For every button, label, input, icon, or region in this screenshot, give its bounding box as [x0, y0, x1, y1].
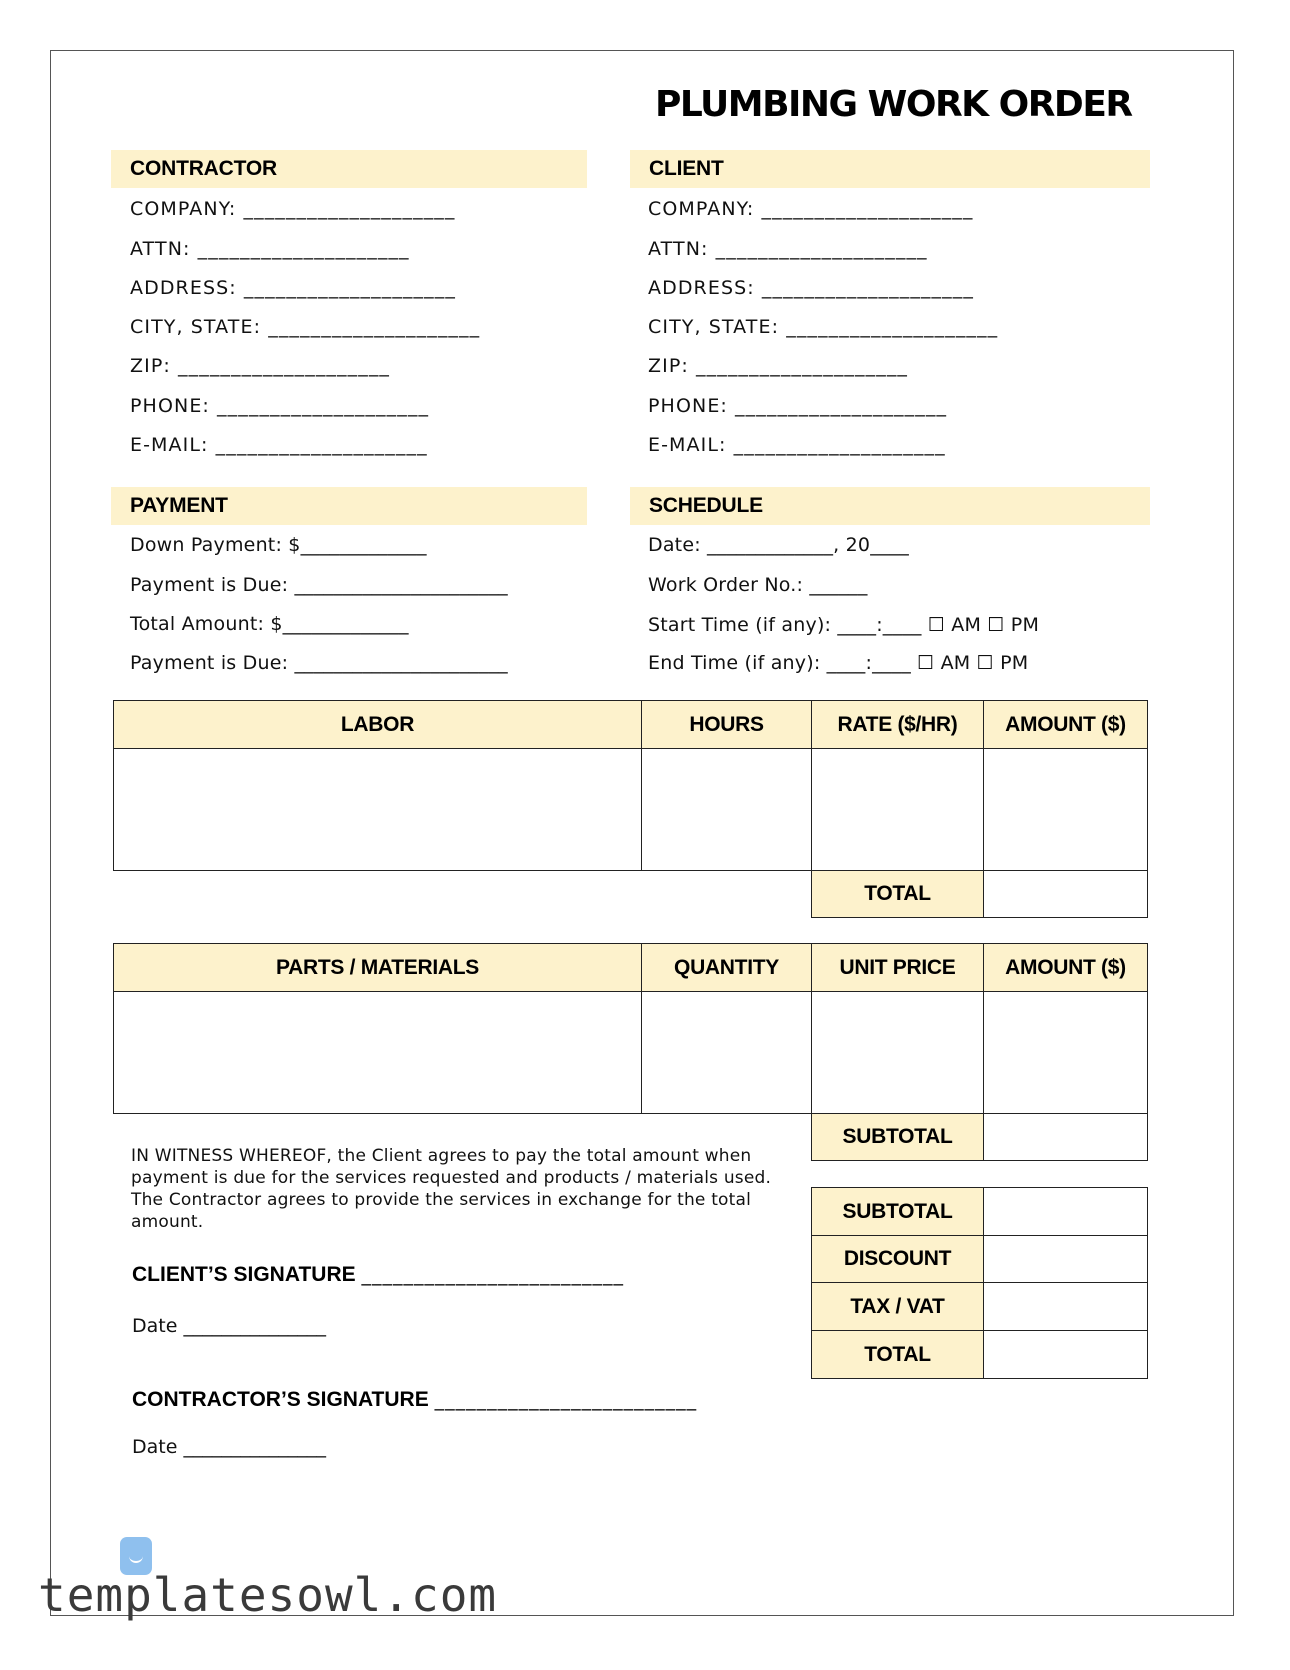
labor-hours-cell[interactable]	[642, 749, 812, 871]
client-email-field[interactable]: E-MAIL: ____________________	[648, 434, 946, 456]
summary-tax-cell[interactable]	[984, 1283, 1148, 1331]
parts-header: PARTS / MATERIALS	[114, 944, 642, 992]
client-company-field[interactable]: COMPANY: ____________________	[648, 198, 974, 220]
summary-total-cell[interactable]	[984, 1331, 1148, 1379]
contractor-company-field[interactable]: COMPANY: ____________________	[130, 198, 456, 220]
parts-table	[113, 943, 1148, 1161]
watermark-text: templatesowl.com	[38, 1568, 498, 1622]
rate-header: RATE ($/HR)	[812, 701, 984, 749]
labor-table	[113, 700, 1148, 918]
contractor-phone-field[interactable]: PHONE: ____________________	[130, 395, 430, 417]
client-signature-label: CLIENT’S SIGNATURE	[132, 1263, 356, 1286]
end-time-field[interactable]: End Time (if any): ____:____ ☐ AM ☐ PM	[648, 652, 1029, 674]
contractor-date-field[interactable]: Date _______________	[132, 1436, 326, 1458]
client-date-field[interactable]: Date _______________	[132, 1315, 326, 1337]
summary-total-label: TOTAL	[812, 1331, 984, 1379]
contractor-attn-field[interactable]: ATTN: ____________________	[130, 238, 410, 260]
summary-discount-label: DISCOUNT	[812, 1236, 984, 1283]
parts-amount-header: AMOUNT ($)	[984, 944, 1148, 992]
labor-amount-header: AMOUNT ($)	[984, 701, 1148, 749]
labor-spacer	[114, 871, 642, 918]
parts-subtotal-label: SUBTOTAL	[812, 1114, 984, 1161]
down-payment-field[interactable]: Down Payment: $_____________	[130, 534, 427, 556]
hours-header: HOURS	[642, 701, 812, 749]
contractor-heading: CONTRACTOR	[111, 150, 587, 188]
client-zip-field[interactable]: ZIP: ____________________	[648, 355, 909, 377]
client-attn-field[interactable]: ATTN: ____________________	[648, 238, 928, 260]
labor-header: LABOR	[114, 701, 642, 749]
document-title: PLUMBING WORK ORDER	[655, 84, 1132, 125]
schedule-heading: SCHEDULE	[630, 487, 1150, 525]
contractor-city-state-field[interactable]: CITY, STATE: ____________________	[130, 316, 481, 338]
parts-subtotal-cell[interactable]	[984, 1114, 1148, 1161]
parts-quantity-cell[interactable]	[642, 992, 812, 1114]
parts-description-cell[interactable]	[114, 992, 642, 1114]
labor-total-label: TOTAL	[812, 871, 984, 918]
unit-price-header: UNIT PRICE	[812, 944, 984, 992]
contractor-signature-row	[132, 1388, 697, 1412]
summary-subtotal-label: SUBTOTAL	[812, 1188, 984, 1236]
summary-discount-cell[interactable]	[984, 1236, 1148, 1283]
labor-spacer	[642, 871, 812, 918]
client-signature-line[interactable]: _________________________	[361, 1264, 624, 1286]
labor-total-cell[interactable]	[984, 871, 1148, 918]
client-city-state-field[interactable]: CITY, STATE: ____________________	[648, 316, 999, 338]
client-heading: CLIENT	[630, 150, 1150, 188]
schedule-date-field[interactable]: Date: _____________, 20____	[648, 534, 910, 556]
payment-due-field[interactable]: Payment is Due: ______________________	[130, 574, 508, 596]
contractor-signature-line[interactable]: _________________________	[434, 1389, 698, 1411]
quantity-header: QUANTITY	[642, 944, 812, 992]
work-order-number-field[interactable]: Work Order No.: ______	[648, 574, 868, 596]
summary-table	[811, 1187, 1148, 1379]
contractor-zip-field[interactable]: ZIP: ____________________	[130, 355, 391, 377]
client-address-field[interactable]: ADDRESS: ____________________	[648, 277, 974, 299]
client-phone-field[interactable]: PHONE: ____________________	[648, 395, 948, 417]
summary-tax-label: TAX / VAT	[812, 1283, 984, 1331]
payment-heading: PAYMENT	[111, 487, 587, 525]
labor-description-cell[interactable]	[114, 749, 642, 871]
summary-subtotal-cell[interactable]	[984, 1188, 1148, 1236]
payment-due-field-2[interactable]: Payment is Due: ______________________	[130, 652, 508, 674]
witness-statement: IN WITNESS WHEREOF, the Client agrees to pay the total amount when payment is due for the services requested and products / materials used. The Contractor agrees to provide the services in exchange for the total amount.	[131, 1146, 772, 1232]
total-amount-field[interactable]: Total Amount: $_____________	[130, 613, 409, 635]
client-signature-row	[132, 1263, 624, 1287]
labor-rate-cell[interactable]	[812, 749, 984, 871]
start-time-field[interactable]: Start Time (if any): ____:____ ☐ AM ☐ PM	[648, 614, 1040, 636]
parts-amount-cell[interactable]	[984, 992, 1148, 1114]
contractor-email-field[interactable]: E-MAIL: ____________________	[130, 434, 428, 456]
contractor-signature-label: CONTRACTOR’S SIGNATURE	[132, 1388, 429, 1411]
labor-amount-cell[interactable]	[984, 749, 1148, 871]
contractor-address-field[interactable]: ADDRESS: ____________________	[130, 277, 456, 299]
parts-unit-price-cell[interactable]	[812, 992, 984, 1114]
